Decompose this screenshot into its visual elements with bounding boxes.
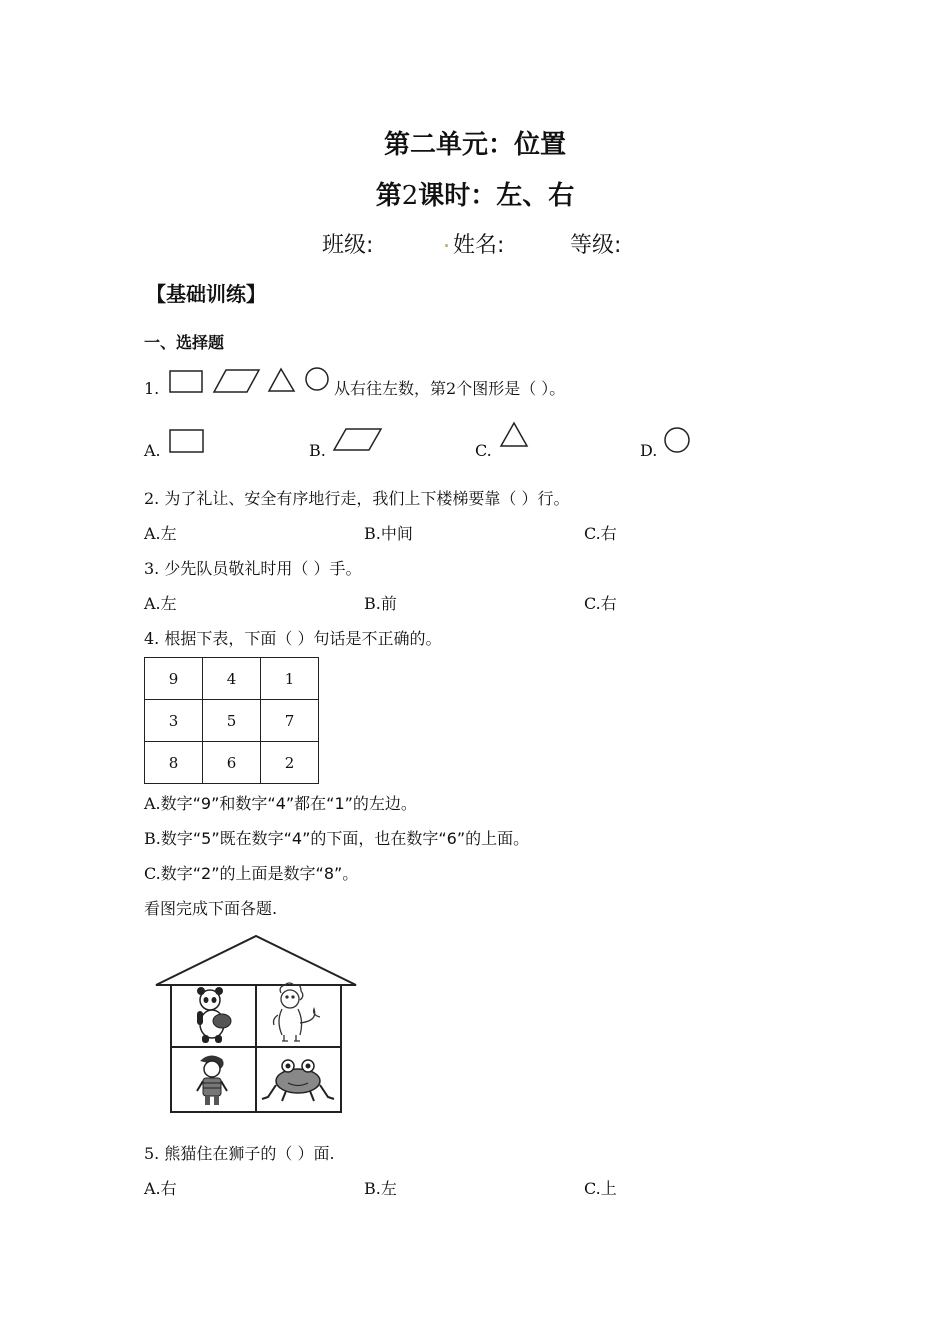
part-heading: 一、选择题 <box>144 333 225 352</box>
question-3: 3. 少先队员敬礼时用（ ）手。 <box>144 559 362 578</box>
section-heading: 【基础训练】 <box>146 282 266 306</box>
table-cell: 2 <box>261 742 319 784</box>
q5-option-a[interactable]: A.右 <box>144 1179 177 1198</box>
question-5: 5. 熊猫住在狮子的（ ）面. <box>144 1144 335 1163</box>
lesson-title-pre: 第 <box>375 181 402 211</box>
question-5-text: 熊猫住在狮子的（ ）面. <box>164 1144 335 1163</box>
separator-dot: . <box>443 228 450 253</box>
grade-label: 等级: <box>570 233 622 258</box>
q5-option-b[interactable]: B.左 <box>364 1179 397 1198</box>
lion-icon <box>274 983 321 1041</box>
q2-option-a[interactable]: A.左 <box>144 524 177 543</box>
question-4: 4. 根据下表，下面（ ）句话是不正确的。 <box>144 629 442 648</box>
table-cell: 4 <box>203 658 261 700</box>
table-cell: 8 <box>145 742 203 784</box>
child-icon <box>197 1055 227 1105</box>
q5-option-c[interactable]: C.上 <box>584 1179 617 1198</box>
q1-option-c-triangle[interactable] <box>498 420 532 450</box>
question-number: 1. <box>144 379 160 398</box>
table-row <box>145 700 319 742</box>
class-label: 班级: <box>322 233 374 258</box>
panda-icon <box>197 987 231 1043</box>
question-1-text: 从右往左数，第2个图形是（ ）。 <box>334 379 566 398</box>
q4-option-a[interactable]: A.数字“9”和数字“4”都在“1”的左边。 <box>144 794 417 813</box>
question-2: 2. 为了礼让、安全有序地行走，我们上下楼梯要靠（ ）行。 <box>144 489 570 508</box>
lesson-title <box>0 175 950 212</box>
page-title: 第二单元：位置 <box>383 130 566 160</box>
q1-shape-sequence <box>166 366 336 396</box>
question-3-text: 少先队员敬礼时用（ ）手。 <box>164 559 362 578</box>
table-cell: 9 <box>145 658 203 700</box>
q1-option-b-letter[interactable]: B. <box>309 441 326 460</box>
lesson-title-post: 课时：左、右 <box>418 181 575 211</box>
house-picture <box>152 933 362 1125</box>
square-shape <box>170 371 202 392</box>
house-roof <box>156 936 356 985</box>
frog-icon <box>262 1060 334 1101</box>
table-cell: 6 <box>203 742 261 784</box>
lesson-number: 2 <box>401 181 419 211</box>
q3-option-a[interactable]: A.左 <box>144 594 177 613</box>
table-cell: 7 <box>261 700 319 742</box>
table-row <box>145 742 319 784</box>
question-2-text: 为了礼让、安全有序地行走，我们上下楼梯要靠（ ）行。 <box>164 489 570 508</box>
question-1 <box>144 379 159 398</box>
number-table <box>144 657 319 784</box>
q3-option-c[interactable]: C.右 <box>584 594 617 613</box>
triangle-shape <box>269 369 294 391</box>
table-cell: 5 <box>203 700 261 742</box>
q1-option-a-square[interactable] <box>168 428 206 456</box>
q1-option-b-parallelogram[interactable] <box>332 426 386 454</box>
circle-shape <box>306 368 328 390</box>
q2-option-b[interactable]: B.中间 <box>364 524 413 543</box>
parallelogram-shape <box>214 370 259 392</box>
q1-option-c-letter[interactable]: C. <box>475 441 492 460</box>
q4-option-b[interactable]: B.数字“5”既在数字“4”的下面，也在数字“6”的上面。 <box>144 829 530 848</box>
q1-option-a-letter[interactable]: A. <box>144 441 161 460</box>
q4-option-c[interactable]: C.数字“2”的上面是数字“8”。 <box>144 864 359 883</box>
name-label: 姓名: <box>453 233 505 258</box>
picture-intro: 看图完成下面各题. <box>144 899 278 918</box>
question-4-text: 根据下表，下面（ ）句话是不正确的。 <box>164 629 442 648</box>
table-row <box>145 658 319 700</box>
table-cell: 1 <box>261 658 319 700</box>
q3-option-b[interactable]: B.前 <box>364 594 397 613</box>
q1-option-d-letter[interactable]: D. <box>640 441 658 460</box>
table-cell: 3 <box>145 700 203 742</box>
q1-option-d-circle[interactable] <box>663 426 693 456</box>
q2-option-c[interactable]: C.右 <box>584 524 617 543</box>
